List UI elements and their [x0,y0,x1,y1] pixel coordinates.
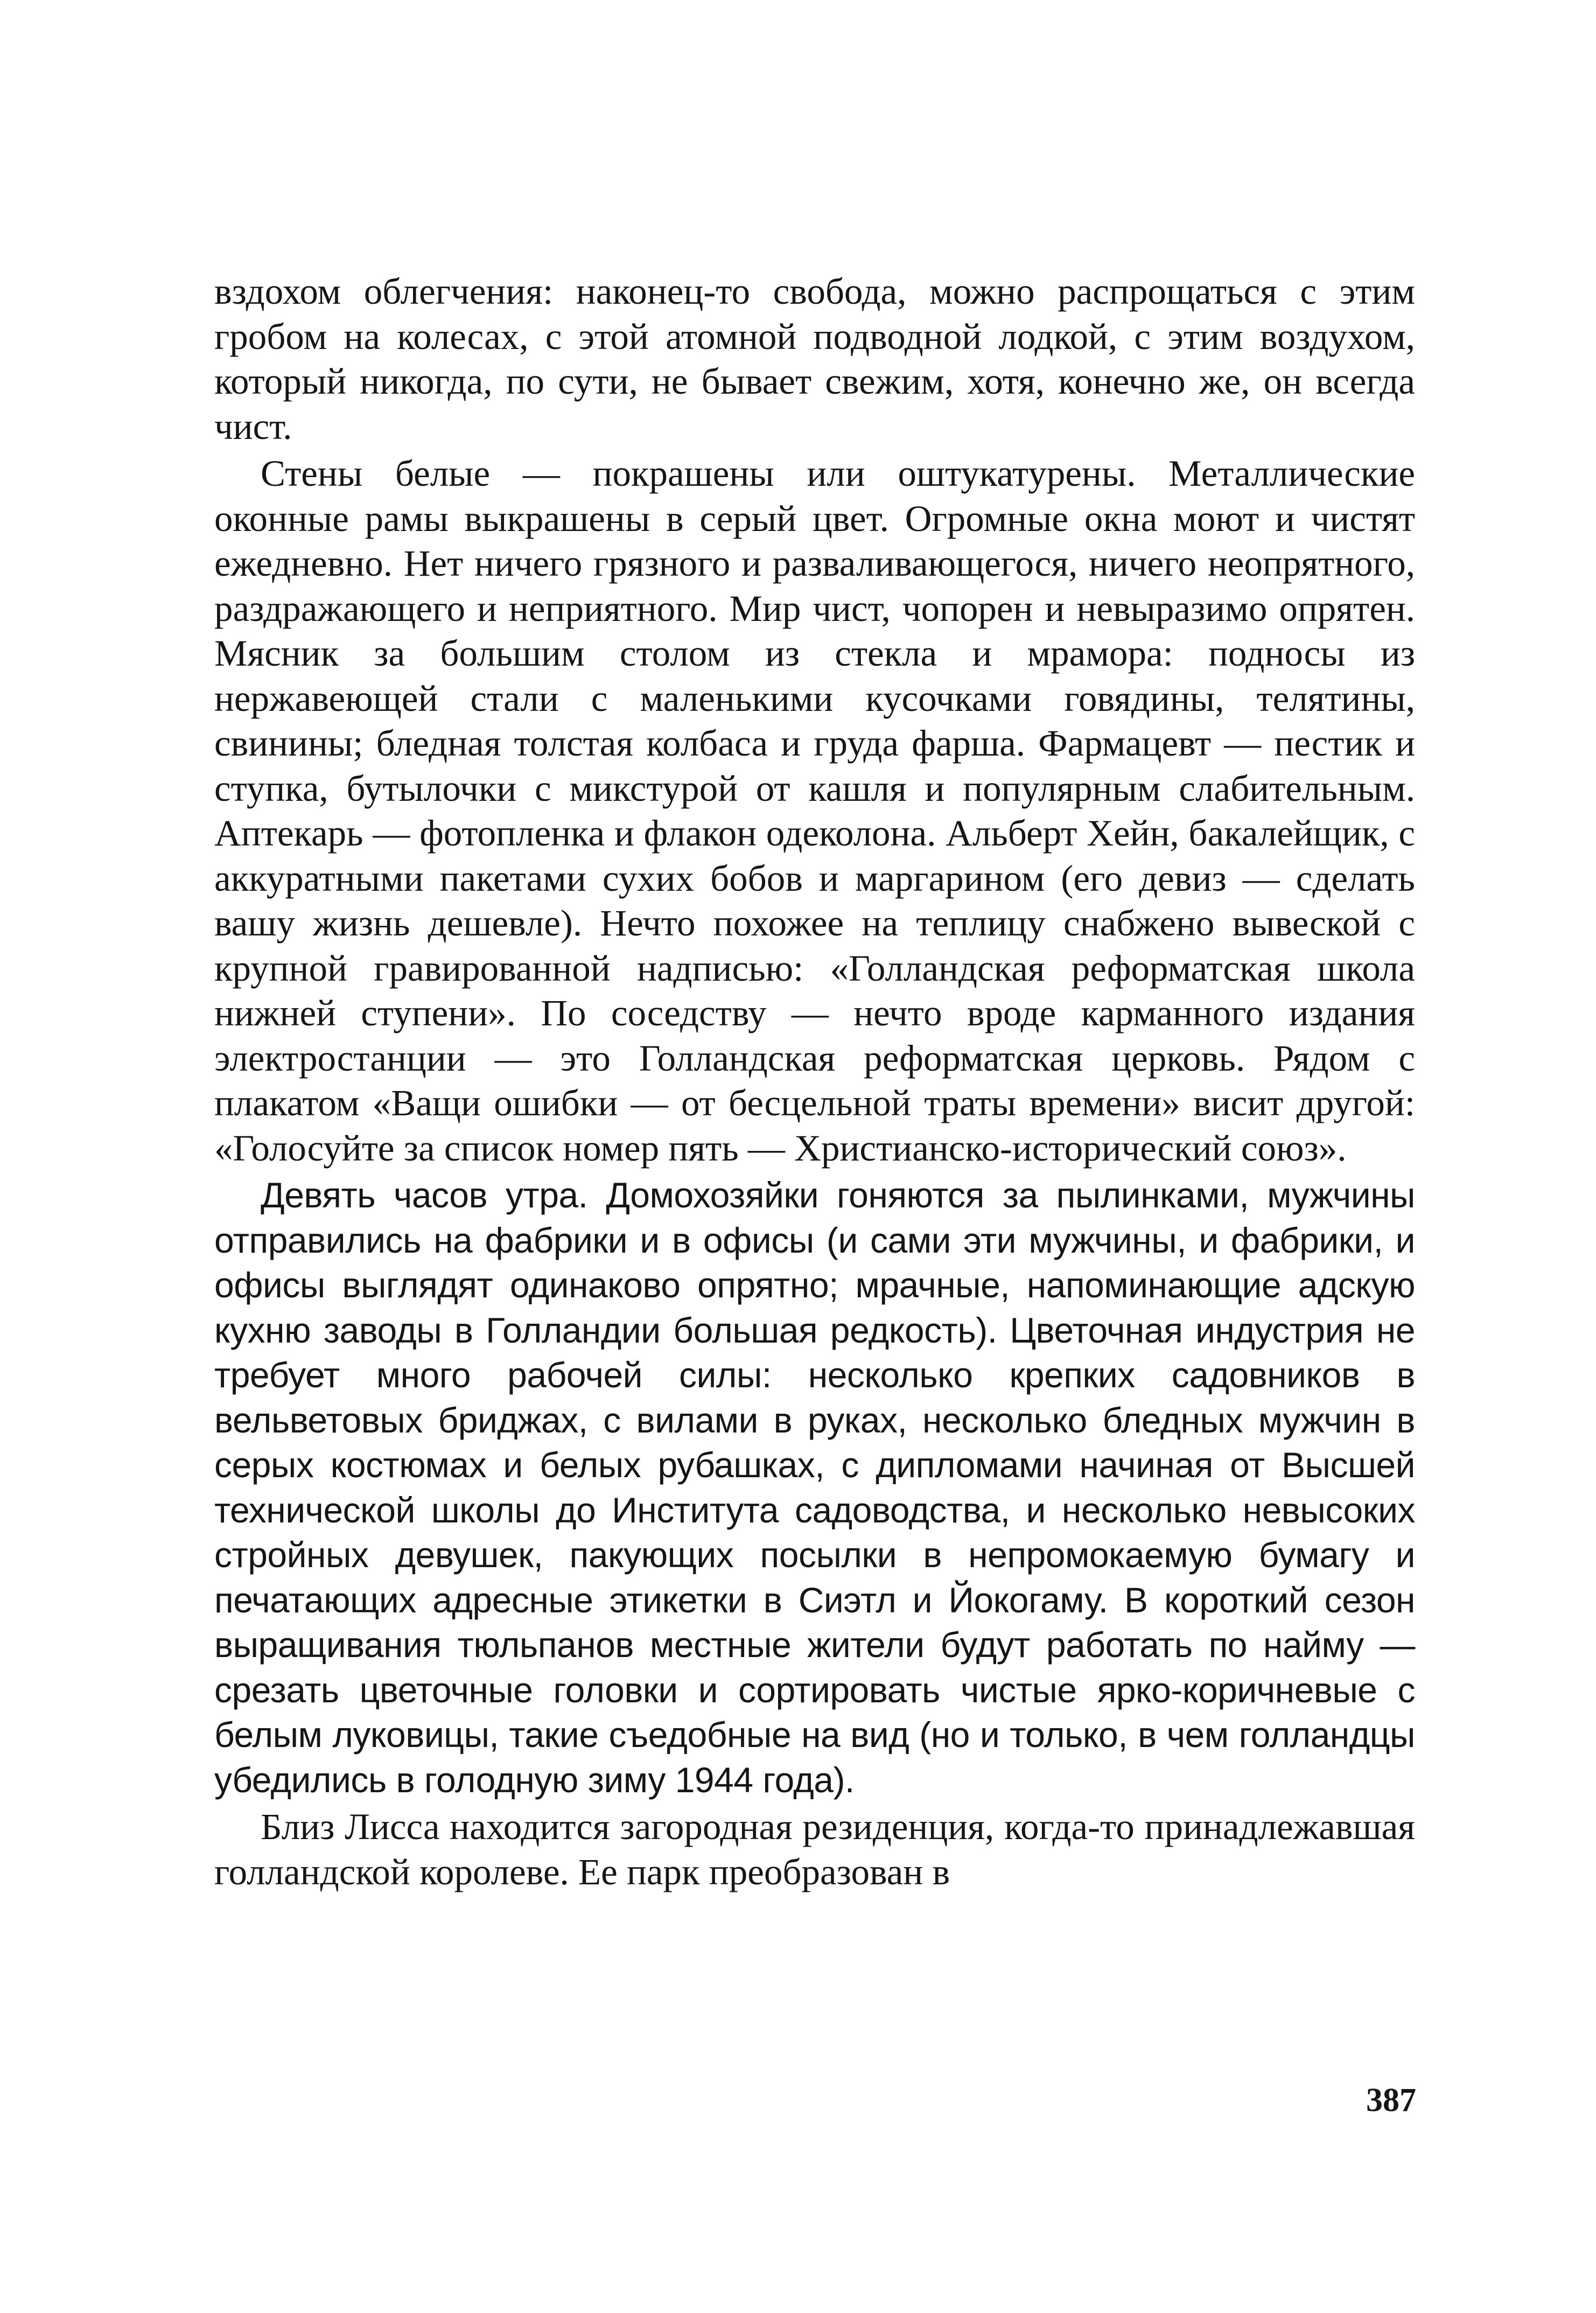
paragraph-2: Стены белые — покрашены или оштукатурены. Металлические оконные рамы выкрашены в серый цвет. Огромные окна моют и чистят ежедневно. Нет ничего грязного и разваливающегося, ничего неопрятного, раздражающего и неприятного. Мир чист, чопорен и невыразимо опрятен. Мясник за большим столом из стекла и мрамора: подносы из нержавеющей стали с маленькими кусочками говядины, телятины, свинины; бледная толстая колбаса и груда фарша. Фармацевт — пестик и ступка, бутылочки с микстурой от кашля и популярным слабительным. Аптекарь — фотопленка и флакон одеколона. Альберт Хейн, бакалейщик, с аккуратными пакетами сухих бобов и маргарином (его девиз — сделать вашу жизнь дешевле). Нечто похожее на теплицу снабжено вывеской с крупной гравированной надписью: «Голландская реформатская школа нижней ступени». По соседству — нечто вроде карманного издания электростанции — это Голландская реформатская церковь. Рядом с плакатом «Ващи ошибки — от бесцельной траты времени» висит другой: «Голосуйте за список номер пять — Христианско-исторический союз». [214,453,1415,1169]
page-number: 387 [1366,2082,1416,2119]
paragraph-1: вздохом облегчения: наконец-то свобода, можно распрощаться с этим гробом на колесах, с этой атомной подводной лодкой, с этим воздухом, который никогда, по сути, не бывает свежим, хотя, конечно же, он всегда чист. [214,271,1415,447]
paragraph-4: Близ Лисса находится загородная резиденция, когда-то принадлежавшая голландской королеве. Ее парк преобразован в [214,1806,1415,1892]
body-text [214,269,1415,1897]
paragraph-3: Девять часов утра. Домохозяйки гоняются за пылинками, мужчины отправились на фабрики и в офисы (и сами эти мужчины, и фабрики, и офисы выглядят одинаково опрятно; мрачные, напоминающие адскую кухню заводы в Голландии большая редкость). Цветочная индустрия не требует много рабочей силы: несколько крепких садовников в вельветовых бриджах, с вилами в руках, несколько бледных мужчин в серых костюмах и белых рубашках, с дипломами начиная от Высшей технической школы до Института садоводства, и несколько невысоких стройных девушек, пакующих посылки в непромокаемую бумагу и печатающих адресные этикетки в Сиэтл и Йокогаму. В короткий сезон выращивания тюльпанов местные жители будут работать по найму — срезать цветочные головки и сортировать чистые ярко-коричневые с белым луковицы, такие съедобные на вид (но и только, в чем голландцы убедились в голодную зиму 1944 года). [214,1175,1415,1800]
